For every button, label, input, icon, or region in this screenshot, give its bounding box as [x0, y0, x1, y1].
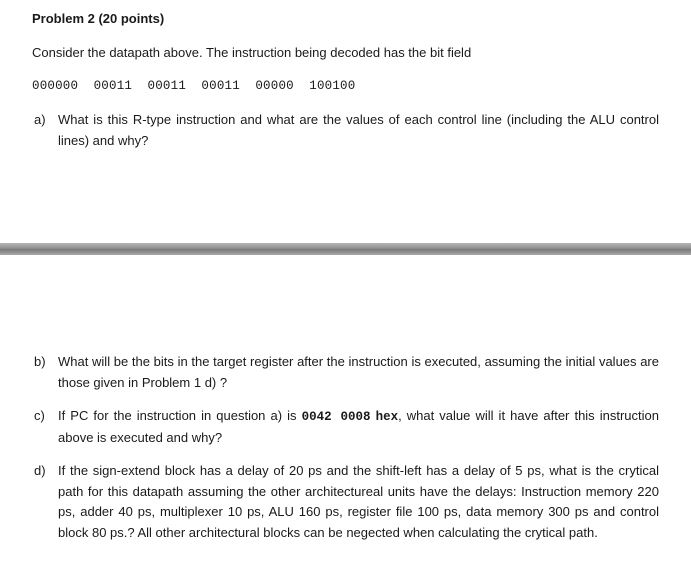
- page-divider: [0, 243, 691, 255]
- question-c: [34, 406, 659, 448]
- question-c-text-after: , what value will it have after this instruction above is executed and why?: [58, 408, 659, 445]
- question-c-text-before: If PC for the instruction in question a) is: [58, 408, 302, 423]
- bit-field-value: 000000 00011 00011 00011 00000 100100: [32, 79, 356, 93]
- question-c-label: c): [34, 408, 45, 423]
- question-b-text: What will be the bits in the target register after the instruction is executed, assuming the initial values are those given in Problem 1 d) ?: [58, 354, 659, 390]
- problem-title: Problem 2 (20 points): [32, 11, 165, 26]
- question-a-label: a): [34, 112, 46, 127]
- document-page-top: [0, 0, 691, 243]
- question-d-text: If the sign-extend block has a delay of 20 ps and the shift-left has a delay of 5 ps, what is the crytical path for this datapath assuming the other architectureal units have the delays: Instruction memory 220 ps, adder 40 ps, multiplexer 10 ps, ALU 160 ps, register file 100 ps, data memory 300 ps and control block 80 ps.? All other architectural blocks can be negected when calculating the crytical path.: [58, 463, 659, 540]
- question-b-label: b): [34, 354, 46, 369]
- question-d-label: d): [34, 463, 46, 478]
- question-d: [34, 461, 659, 543]
- problem-intro: Consider the datapath above. The instruction being decoded has the bit field: [32, 45, 472, 60]
- pc-value: 0042 0008: [301, 410, 371, 424]
- instruction-bit-field: [32, 79, 355, 93]
- document-page-bottom: [0, 255, 691, 570]
- question-c-text: [58, 406, 659, 448]
- question-a-text: What is this R-type instruction and what are the values of each control line (including the ALU control lines) and why?: [58, 112, 659, 148]
- hex-word: hex: [375, 410, 399, 424]
- question-b: [34, 352, 659, 393]
- question-a: [34, 110, 659, 151]
